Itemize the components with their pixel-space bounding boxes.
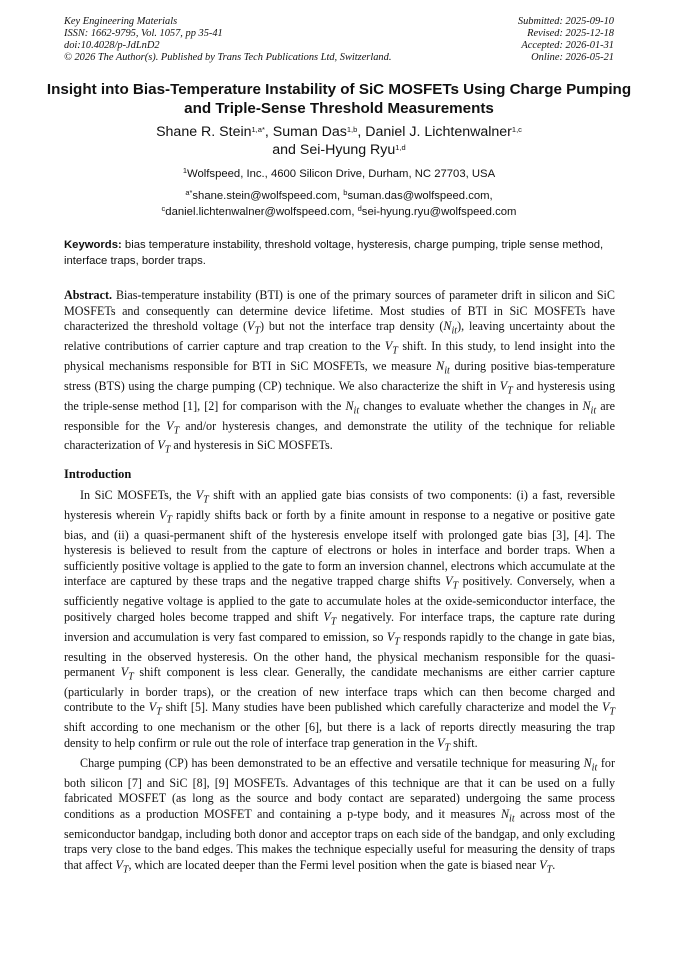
introduction-body — [64, 488, 615, 877]
author-name: Suman Das — [272, 124, 347, 140]
intro-paragraph-1: In SiC MOSFETs, the $V_T$ shift with an applied gate bias consists of two components: (i) a fast, reversible hysteresis wherein $V_T$ rapidly shifts back or forth by a finite amount in response to a negative or positive gate bias, and (ii) a quasi-permanent shift of the hysteresis envelope itself with prolonged gate bias [3], [4]. The hysteresis is believed to result from the capture of electrons or holes in interface and border traps. When a sufficiently positive voltage is applied to the gate to form an inversion channel, electrons which accumulate at the interface are captured by these traps and the negative trapped charge shifts $V_T$ positively. Conversely, when a sufficiently negative voltage is applied to the gate to accumulate holes at the oxide-semiconductor interface, the positively charged holes become trapped and shift $V_T$ negatively. For interface traps, the capture rate during inversion and accumulation is very fast compared to emission, so $V_T$ responds rapidly to the change in gate bias, resulting in the observed hysteresis. On the other hand, the physical mechanism responsible for the quasi-permanent $V_T$ shift component is less clear. Generally, the candidate mechanisms are either carrier capture (particularly in border traps), or the creation of new interface traps which can then become charged and contribute to the $V_T$ shift [5]. Many studies have been published which carefully characterize and model the $V_T$ shift according to one mechanism or the other [6], but there is a lack of reports directly measuring the trap density to help confirm or rule out the role of interface trap generation in the $V_T$ shift. — [64, 488, 616, 754]
affiliation-text: Wolfspeed, Inc., 4600 Silicon Drive, Durham, NC 27703, USA — [187, 168, 496, 180]
keywords-text: bias temperature instability, threshold voltage, hysteresis, charge pumping, triple sense method, interface traps, border traps. — [64, 239, 604, 267]
issn-line: ISSN: 1662-9795, Vol. 1057, pp 35-41 — [64, 28, 223, 39]
journal-info — [64, 16, 391, 64]
email-link[interactable]: daniel.lichtenwalner@wolfspeed.com, — [165, 206, 355, 218]
submitted-date: Submitted: 2025-09-10 — [517, 16, 614, 27]
author-sup: 1,d — [395, 143, 406, 152]
author-name: and Sei-Hyung Ryu — [272, 142, 396, 158]
keywords — [64, 238, 615, 269]
email-link[interactable]: sei-hyung.ryu@wolfspeed.com — [361, 206, 517, 218]
email-sup: b — [343, 188, 348, 197]
abstract-label: Abstract. — [64, 288, 113, 302]
revised-date: Revised: 2025-12-18 — [527, 28, 614, 39]
email-sup: d — [357, 204, 362, 213]
email-sup: a* — [185, 188, 193, 197]
author-name: Daniel J. Lichtenwalner — [365, 124, 512, 140]
dates-info — [518, 16, 614, 64]
email-link[interactable]: suman.das@wolfspeed.com, — [347, 190, 493, 202]
email-link[interactable]: shane.stein@wolfspeed.com, — [192, 190, 341, 202]
author-sup: 1,a* — [251, 125, 265, 134]
abstract — [64, 288, 615, 458]
copyright-line: © 2026 The Author(s). Published by Trans Tech Publications Ltd, Switzerland. — [64, 52, 392, 63]
journal-name: Key Engineering Materials — [64, 16, 178, 27]
author-emails — [40, 188, 638, 220]
author-list: Shane R. Stein$^{1,a*}$, Suman Das$^{1,b}$, Daniel J. Lichtenwalner$^{1,c}$ and Sei-Hyung Ryu$^{1,d}$ — [156, 124, 522, 158]
affiliation — [40, 167, 638, 181]
keywords-label: Keywords: — [64, 239, 122, 251]
affiliation-sup: 1 — [182, 166, 188, 175]
doi-line: doi:10.4028/p-JdLnD2 — [64, 40, 160, 51]
author-sup: 1,c — [511, 125, 522, 134]
online-date: Online: 2026-05-21 — [531, 52, 614, 63]
author-name: Shane R. Stein — [156, 124, 252, 140]
paper-title: Insight into Bias-Temperature Instability of SiC MOSFETs Using Charge Pumping and Triple-Sense Threshold Measurements — [46, 81, 632, 117]
section-heading: Introduction — [64, 467, 132, 481]
author-sup: 1,b — [346, 125, 358, 134]
email-sup: c — [161, 204, 166, 213]
abstract-paragraph: Abstract. Bias-temperature instability (BTI) is one of the primary sources of parameter drift in silicon and SiC MOSFETs and consequently can determine device lifetime. Most studies of BTI in SiC MOSFETs have characterized the threshold voltage $(V_T)$ but not the interface trap density $(N_{it})$, leaving uncertainty about the relative contributions of carrier capture and trap creation to the $V_T$ shift. In this study, to lend insight into the physical mechanisms responsible for BTI in SiC MOSFETs, we measure $N_{it}$ during positive bias-temperature stress (BTS) using the charge pumping (CP) technique. We also characterize the shift in $V_T$ and hysteresis using the triple-sense method [1], [2] for comparison with the $N_{it}$ changes to evaluate whether the changes in $N_{it}$ are responsible for the $V_T$ and/or hysteresis changes, and demonstrate the utility of the technique for reliable characterization of $V_T$ and hysteresis in SiC MOSFETs. — [64, 288, 615, 456]
accepted-date: Accepted: 2026-01-31 — [521, 40, 614, 51]
intro-paragraph-2: Charge pumping (CP) has been demonstrated to be an effective and versatile technique for measuring $N_{it}$ for both silicon [7] and SiC [8], [9] MOSFETs. Advantages of this technique are that it can be used on a fully fabricated MOSFET (as long as the source and body contact are separated) undergoing the same process conditions as a production MOSFET and containing a p-type body, and it measures $N_{it}$ across most of the semiconductor bandgap, including both donor and acceptor traps on each side of the bandgap, and only excluding traps very close to the band edges. This makes the technique especially useful for measuring the density of traps that affect $V_T$, which are located deeper than the Fermi level position when the gate is biased near $V_T$. — [64, 755, 616, 875]
